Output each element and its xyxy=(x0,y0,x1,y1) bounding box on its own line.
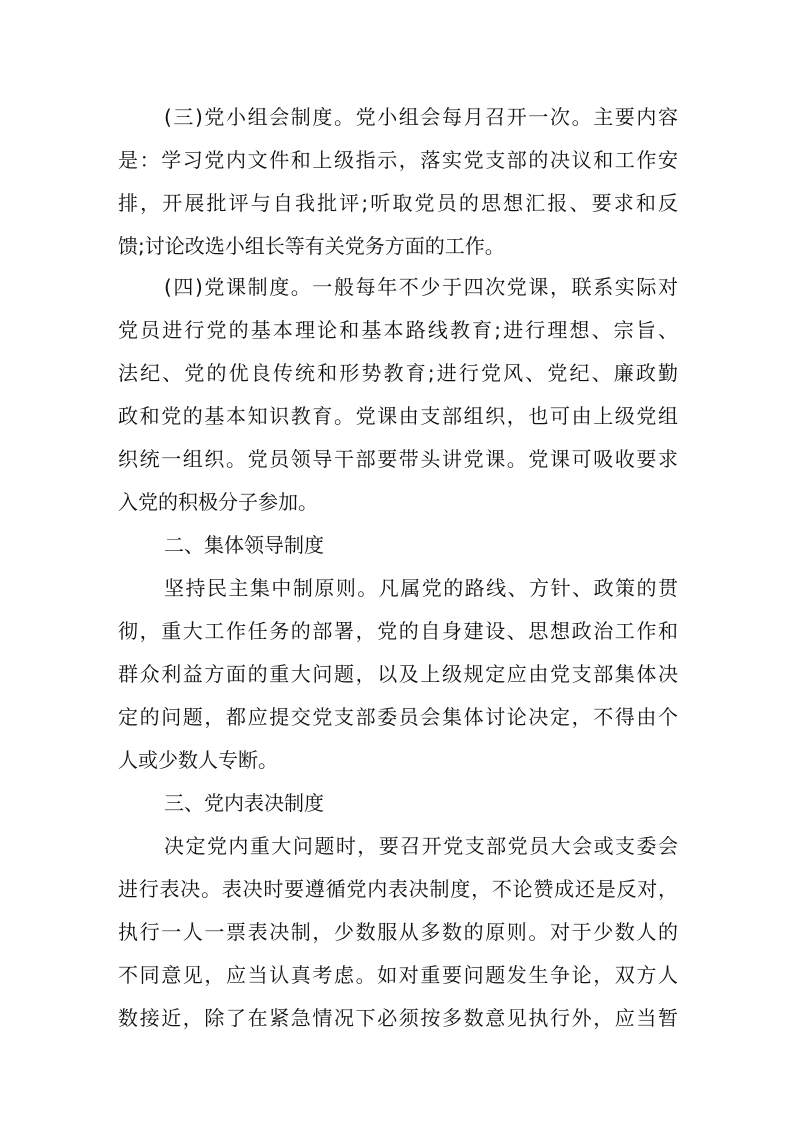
paragraph-line: (三)党小组会制度。党小组会每月召开一次。主要内容 xyxy=(164,105,678,129)
paragraph-line: 执行一人一票表决制，少数服从多数的原则。对于少数人的 xyxy=(118,920,678,944)
paragraph-line: 法纪、党的优良传统和形势教育;进行党风、党纪、廉政勤 xyxy=(118,361,678,385)
paragraph-line: (四)党课制度。一般每年不少于四次党课，联系实际对 xyxy=(164,275,678,299)
paragraph-line: 入党的积极分子参加。 xyxy=(118,490,318,514)
paragraph-line: 坚持民主集中制原则。凡属党的路线、方针、政策的贯 xyxy=(164,576,678,600)
paragraph-line: 彻，重大工作任务的部署，党的自身建设、思想政治工作和 xyxy=(118,619,678,643)
paragraph-line: 不同意见，应当认真考虑。如对重要问题发生争论，双方人 xyxy=(118,963,678,987)
paragraph-line: 馈;讨论改选小组长等有关党务方面的工作。 xyxy=(118,234,505,258)
paragraph-line: 群众利益方面的重大问题，以及上级规定应由党支部集体决 xyxy=(118,662,678,686)
paragraph-line: 政和党的基本知识教育。党课由支部组织，也可由上级党组 xyxy=(118,404,678,428)
paragraph-line: 人或少数人专断。 xyxy=(118,748,278,772)
paragraph-line: 决定党内重大问题时，要召开党支部党员大会或支委会 xyxy=(164,834,678,858)
paragraph-line: 排，开展批评与自我批评;听取党员的思想汇报、要求和反 xyxy=(118,191,678,215)
paragraph-line: 定的问题，都应提交党支部委员会集体讨论决定，不得由个 xyxy=(118,705,678,729)
paragraph-line: 党员进行党的基本理论和基本路线教育;进行理想、宗旨、 xyxy=(118,318,678,342)
section-heading: 三、党内表决制度 xyxy=(164,791,324,815)
paragraph-line: 进行表决。表决时要遵循党内表决制度，不论赞成还是反对， xyxy=(118,877,678,901)
paragraph-line: 数接近，除了在紧急情况下必须按多数意见执行外，应当暂 xyxy=(118,1006,678,1030)
section-heading: 二、集体领导制度 xyxy=(164,533,324,557)
paragraph-line: 织统一组织。党员领导干部要带头讲党课。党课可吸收要求 xyxy=(118,447,678,471)
paragraph-line: 是：学习党内文件和上级指示，落实党支部的决议和工作安 xyxy=(118,148,678,172)
